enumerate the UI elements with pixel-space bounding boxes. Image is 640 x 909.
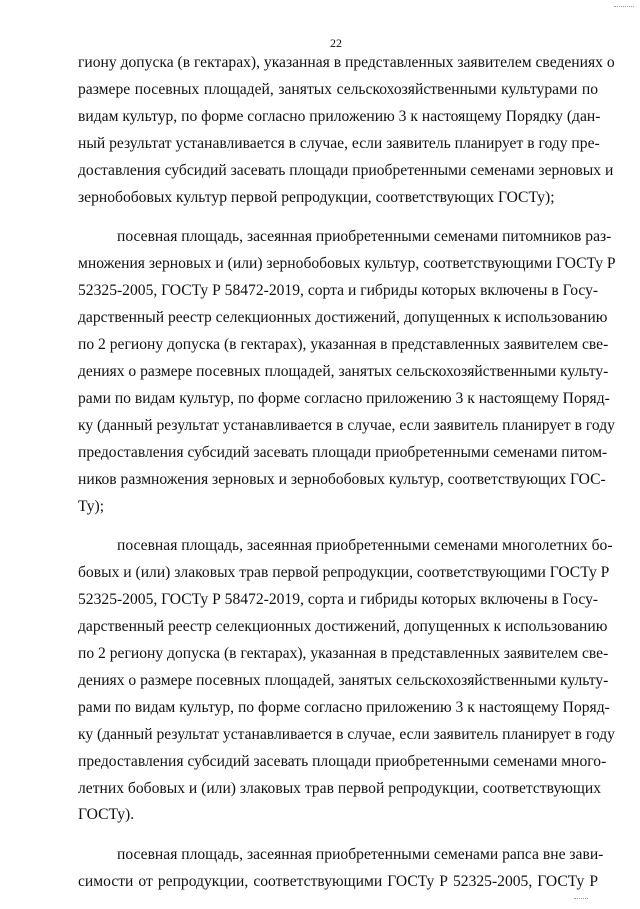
text-line: дениях о размере посевных площадей, занятых сельскохозяйственными культу- xyxy=(78,671,609,689)
text-line: посевная площадь, засеянная приобретенными семенами многолетних бо- xyxy=(117,537,613,555)
text-line: 52325-2005, ГОСТу Р 58472-2019, сорта и гибриды которых включены в Госу- xyxy=(78,282,599,300)
text-line: дарственный реестр селекционных достижений, допущенных к использованию xyxy=(78,618,608,636)
text-line: по 2 региону допуска (в гектарах), указанная в представленных заявителем све- xyxy=(78,336,609,354)
text-line: посевная площадь, засеянная приобретенными семенами рапса вне зави- xyxy=(117,846,604,864)
scan-mark-top xyxy=(614,0,634,7)
text-line: размере посевных площадей, занятых сельскохозяйственными культурами по xyxy=(78,80,598,98)
text-line: ный результат устанавливается в случае, если заявитель планирует в году пре- xyxy=(78,134,600,152)
text-line: 52325-2005, ГОСТу Р 58472-2019, сорта и гибриды которых включены в Госу- xyxy=(78,591,599,609)
paragraph xyxy=(78,224,616,520)
text-line: зернобобовых культур первой репродукции, соответствующих ГОСТу); xyxy=(78,188,555,206)
text-line: летних бобовых и (или) злаковых трав первой репродукции, соответствующих xyxy=(78,779,602,797)
text-line: ку (данный результат устанавливается в случае, если заявитель планирует в году xyxy=(78,725,615,743)
text-line: симости от репродукции, соответствующими ГОСТу Р 52325-2005, ГОСТу Р xyxy=(78,873,598,891)
paragraph xyxy=(78,842,604,896)
text-line: видам культур, по форме согласно приложению 3 к настоящему Порядку (дан- xyxy=(78,107,601,125)
text-line: гиону допуска (в гектарах), указанная в представленных заявителем сведениях о xyxy=(78,54,615,71)
paragraph xyxy=(78,50,615,211)
paragraph xyxy=(78,533,615,829)
text-line: доставления субсидий засевать площади приобретенными семенами зерновых и xyxy=(78,161,614,179)
text-line: Ту); xyxy=(78,497,105,515)
text-line: ку (данный результат устанавливается в случае, если заявитель планирует в году xyxy=(78,416,615,434)
text-line: по 2 региону допуска (в гектарах), указанная в представленных заявителем све- xyxy=(78,645,609,663)
text-line: множения зерновых и (или) зернобобовых культур, соответствующими ГОСТу Р xyxy=(78,255,616,273)
text-line: рами по видам культур, по форме согласно приложению 3 к настоящему Поряд- xyxy=(78,389,610,407)
text-line: посевная площадь, засеянная приобретенными семенами питомников раз- xyxy=(117,228,612,246)
text-line: дарственный реестр селекционных достижений, допущенных к использованию xyxy=(78,309,608,327)
text-line: рами по видам культур, по форме согласно приложению 3 к настоящему Поряд- xyxy=(78,698,610,716)
text-line: дениях о размере посевных площадей, занятых сельскохозяйственными культу- xyxy=(78,362,609,380)
text-line: ников размножения зерновых и зернобобовых культур, соответствующих ГОС- xyxy=(78,470,606,488)
document-body xyxy=(78,50,616,909)
text-line: ГОСТу). xyxy=(78,806,135,824)
text-line: предоставления субсидий засевать площади приобретенными семенами много- xyxy=(78,752,607,770)
text-line: предоставления субсидий засевать площади приобретенными семенами питом- xyxy=(78,443,608,461)
page-number: 22 xyxy=(330,36,342,50)
text-line: бовых и (или) злаковых трав первой репродукции, соответствующими ГОСТу Р xyxy=(78,564,610,582)
scan-mark-bottom xyxy=(574,894,588,899)
